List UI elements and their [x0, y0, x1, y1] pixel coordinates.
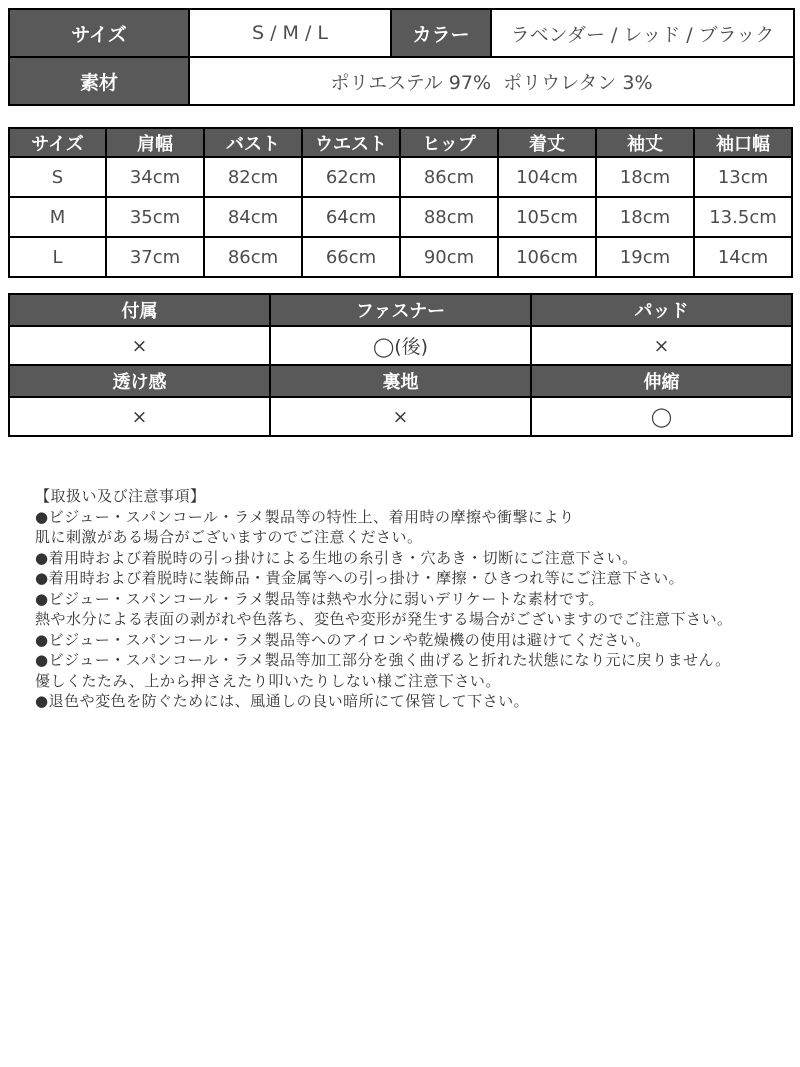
- features-value-row-2: [9, 397, 792, 436]
- size-label: サイズ: [9, 9, 189, 57]
- material-value: ポリエステル 97% ポリウレタン 3%: [189, 57, 794, 105]
- features-header-row-1: [9, 294, 792, 326]
- pad-value: ×: [531, 326, 792, 365]
- note-line: ●ビジュー・スパンコール・ラメ製品等加工部分を強く曲げると折れた状態になり元に戻りません。: [35, 651, 731, 669]
- stretch-label: 伸縮: [531, 365, 792, 397]
- lining-value: ×: [270, 397, 531, 436]
- notes-title: 【取扱い及び注意事項】: [35, 487, 206, 505]
- column-header: 肩幅: [106, 128, 204, 157]
- fastener-label: ファスナー: [270, 294, 531, 326]
- column-header: サイズ: [9, 128, 106, 157]
- measurement-cell: 18cm: [596, 197, 694, 237]
- stretch-value: ◯: [531, 397, 792, 436]
- table-row: [9, 57, 794, 105]
- pad-label: パッド: [531, 294, 792, 326]
- measurement-cell: 66cm: [302, 237, 400, 277]
- measurement-cell: 84cm: [204, 197, 302, 237]
- measurement-cell: 14cm: [694, 237, 792, 277]
- size-name: M: [9, 197, 106, 237]
- note-line: ●着用時および着脱時の引っ掛けによる生地の糸引き・穴あき・切断にご注意下さい。: [35, 548, 638, 567]
- column-header: 着丈: [498, 128, 596, 157]
- accessories-value: ×: [9, 326, 270, 365]
- measurement-cell: 34cm: [106, 157, 204, 197]
- note-line: ●着用時および着脱時に装飾品・貴金属等への引っ掛け・摩擦・ひきつれ等にご注意下さい。: [35, 569, 685, 587]
- accessories-label: 付属: [9, 294, 270, 326]
- note-line: ●退色や変色を防ぐためには、風通しの良い暗所にて保管して下さい。: [35, 692, 530, 710]
- measurement-cell: 106cm: [498, 237, 596, 277]
- features-table: [8, 293, 793, 437]
- table-row: [9, 9, 794, 57]
- measurements-header-row: [9, 128, 792, 157]
- measurement-cell: 105cm: [498, 197, 596, 237]
- features-value-row-1: [9, 326, 792, 365]
- size-name: L: [9, 237, 106, 277]
- column-header: ウエスト: [302, 128, 400, 157]
- measurement-cell: 13cm: [694, 157, 792, 197]
- size-name: S: [9, 157, 106, 197]
- measurement-cell: 104cm: [498, 157, 596, 197]
- color-label: カラー: [391, 9, 491, 57]
- measurement-cell: 19cm: [596, 237, 694, 277]
- care-notes: [35, 486, 780, 712]
- measurement-cell: 62cm: [302, 157, 400, 197]
- table-row-size-s: [9, 157, 792, 197]
- note-line: 熱や水分による表面の剥がれや色落ち、変色や変形が発生する場合がございますのでご注意下さい。: [35, 610, 733, 628]
- measurement-cell: 88cm: [400, 197, 498, 237]
- fastener-value: ◯(後): [270, 326, 531, 365]
- measurement-cell: 86cm: [204, 237, 302, 277]
- note-line: 肌に刺激がある場合がございますのでご注意ください。: [35, 528, 423, 546]
- column-header: ヒップ: [400, 128, 498, 157]
- column-header: 袖口幅: [694, 128, 792, 157]
- table-row-size-m: [9, 197, 792, 237]
- sheerness-value: ×: [9, 397, 270, 436]
- column-header: バスト: [204, 128, 302, 157]
- lining-label: 裏地: [270, 365, 531, 397]
- table-row-size-l: [9, 237, 792, 277]
- column-header: 袖丈: [596, 128, 694, 157]
- material-label: 素材: [9, 57, 189, 105]
- measurement-cell: 35cm: [106, 197, 204, 237]
- measurements-table: [8, 127, 793, 278]
- note-line: ●ビジュー・スパンコール・ラメ製品等は熱や水分に弱いデリケートな素材です。: [35, 589, 605, 608]
- size-value: S / M / L: [189, 9, 391, 57]
- measurement-cell: 13.5cm: [694, 197, 792, 237]
- measurement-cell: 90cm: [400, 237, 498, 277]
- note-line: ●ビジュー・スパンコール・ラメ製品等の特性上、着用時の摩擦や衝撃により: [35, 507, 575, 526]
- measurement-cell: 37cm: [106, 237, 204, 277]
- features-header-row-2: [9, 365, 792, 397]
- size-color-material-table: [8, 8, 795, 106]
- measurement-cell: 64cm: [302, 197, 400, 237]
- color-value: ラベンダー / レッド / ブラック: [491, 9, 794, 57]
- note-line: 優しくたたみ、上から押さえたり叩いたりしない様ご注意下さい。: [35, 671, 501, 690]
- note-line: ●ビジュー・スパンコール・ラメ製品等へのアイロンや乾燥機の使用は避けてください。: [35, 630, 651, 649]
- measurement-cell: 82cm: [204, 157, 302, 197]
- measurement-cell: 18cm: [596, 157, 694, 197]
- sheerness-label: 透け感: [9, 365, 270, 397]
- measurement-cell: 86cm: [400, 157, 498, 197]
